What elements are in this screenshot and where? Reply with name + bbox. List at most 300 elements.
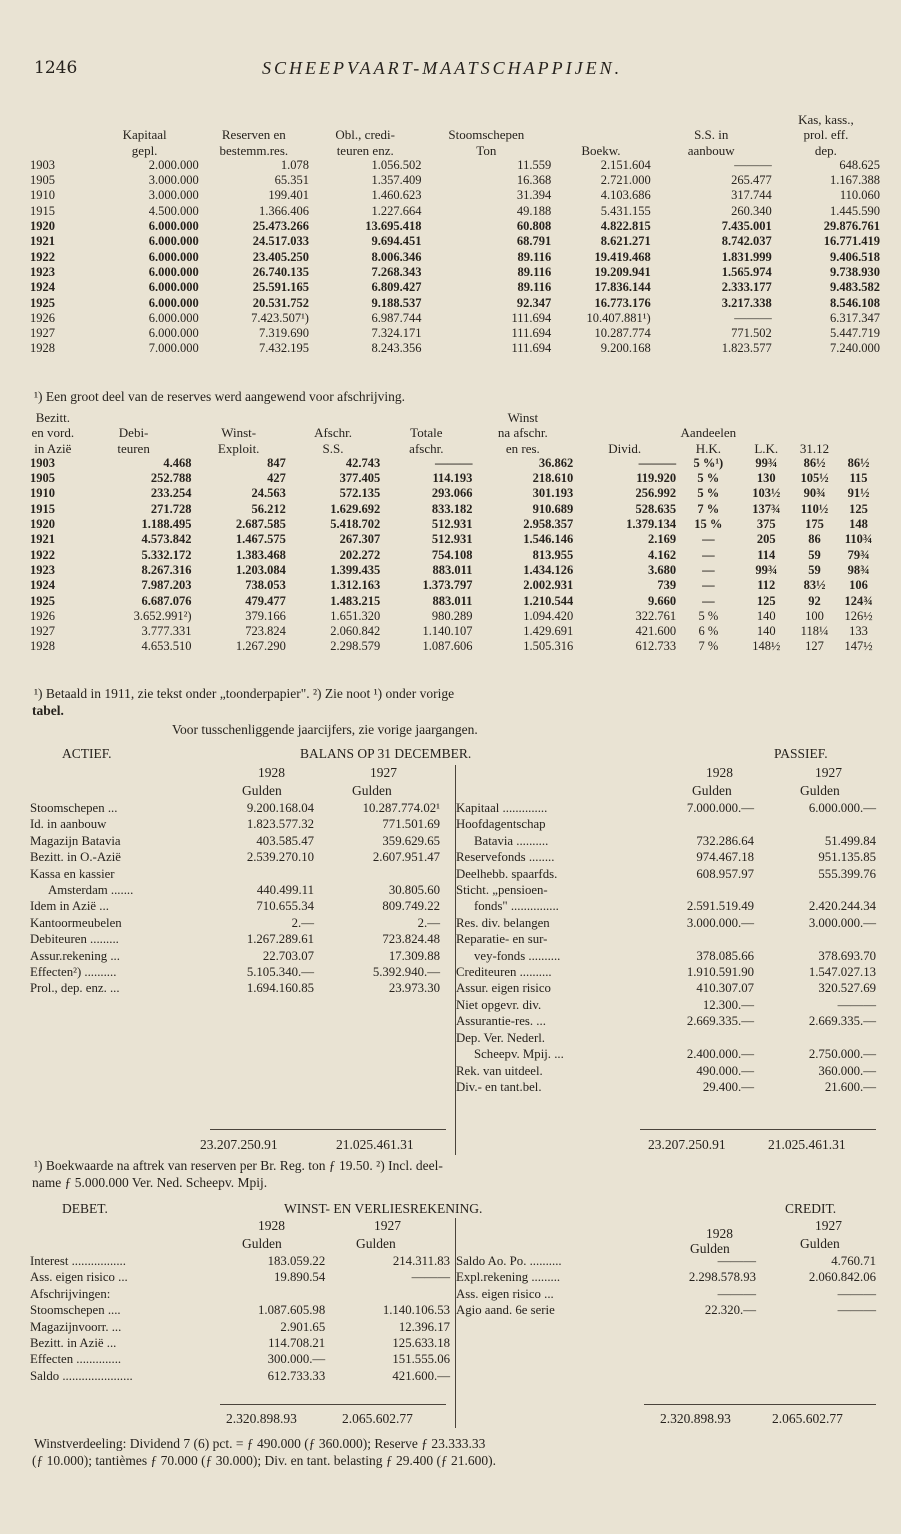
table-1-row-cell: 111.694 bbox=[511, 326, 552, 341]
actief-row bbox=[30, 980, 440, 996]
balans-year-b-right: 1927 bbox=[815, 765, 842, 780]
table-2-row-cell: 271.728 bbox=[150, 501, 192, 516]
passief-row bbox=[456, 1030, 876, 1046]
table-2-header-row-cell: afschr. bbox=[409, 440, 444, 456]
table-2-row-cell: 1915 bbox=[30, 501, 55, 516]
credit-table bbox=[456, 1253, 876, 1319]
passief-row-cell: 555.399.76 bbox=[818, 866, 876, 881]
table-2-header-row-cell: na afschr. bbox=[497, 425, 548, 441]
wv-divider bbox=[455, 1218, 456, 1428]
table-2-row-cell: 1.383.468 bbox=[235, 547, 286, 562]
actief-row-cell: Amsterdam ....... bbox=[48, 883, 134, 898]
debet-row-cell: Interest ................. bbox=[30, 1254, 126, 1268]
table-2-row-cell: 124¾ bbox=[844, 593, 873, 608]
passief-row-cell: Hoofdagentschap bbox=[456, 817, 546, 832]
winstverdeling-2: (ƒ 10.000); tantièmes ƒ 70.000 (ƒ 30.000); Div. en tant. belasting ƒ 29.400 (ƒ 21.600). bbox=[32, 1453, 497, 1468]
table-1-header-row-cell bbox=[30, 143, 91, 158]
passief-row-cell: Div.- en tant.bel. bbox=[456, 1079, 542, 1094]
passief-row-cell: Reparatie- en sur- bbox=[456, 932, 548, 947]
table-2-row-cell: 5 % bbox=[697, 471, 720, 486]
table-2-row-cell: 7 % bbox=[698, 639, 719, 654]
actief-row-cell: Idem in Azië ... bbox=[30, 899, 109, 914]
table-2-row bbox=[30, 548, 880, 563]
balans-unit-a-left: Gulden bbox=[242, 783, 282, 798]
passief-row-cell: 951.135.85 bbox=[818, 850, 876, 865]
table-2-row-cell: 233.254 bbox=[150, 486, 192, 501]
debet-row-cell bbox=[325, 1286, 450, 1302]
table-1-row-cell: 6.000.000 bbox=[148, 234, 199, 249]
table-1-row-cell: 2.151.604 bbox=[600, 157, 651, 172]
passief-row-cell: Assurantie-res. ... bbox=[456, 1014, 546, 1029]
table-1-row-cell: 3.217.338 bbox=[721, 295, 772, 310]
actief-row bbox=[30, 882, 440, 898]
table-2-row-cell: 114 bbox=[757, 547, 776, 562]
passief-row-cell: 608.957.97 bbox=[696, 866, 754, 881]
passief-row-cell: 7.000.000.— bbox=[686, 801, 754, 815]
table-2-row-cell: ——— bbox=[638, 455, 677, 470]
table-2-header-row-cell bbox=[573, 410, 676, 425]
actief-row-cell: Kantoormeubelen bbox=[30, 915, 122, 930]
table-2-row-cell: 375 bbox=[756, 517, 776, 532]
passief-table bbox=[456, 800, 876, 1095]
passief-row-cell: Scheepv. Mpij. ... bbox=[474, 1047, 564, 1062]
table-1-header-row-cell: Reserven en bbox=[221, 127, 286, 143]
table-2-row-cell: 1.373.797 bbox=[422, 578, 473, 593]
credit-row-cell: ——— bbox=[717, 1254, 756, 1268]
table-2-row-cell: 1928 bbox=[30, 639, 55, 654]
table-2-row-cell: 130 bbox=[756, 471, 776, 486]
table-1-row bbox=[30, 188, 880, 203]
table-1-row-cell: 9.483.582 bbox=[830, 280, 880, 295]
table-2-row-cell: 59 bbox=[808, 562, 821, 577]
table-2-row-cell: 1.629.692 bbox=[330, 501, 381, 516]
table-1-row-cell: 9.406.518 bbox=[830, 249, 880, 264]
passief-row-cell: 490.000.— bbox=[696, 1063, 754, 1078]
passief-row bbox=[456, 800, 876, 816]
table-2-header-row-cell bbox=[192, 410, 286, 425]
wv-unit-a-left: Gulden bbox=[242, 1236, 282, 1251]
actief-row bbox=[30, 948, 440, 964]
table-1-row-cell: 4.103.686 bbox=[600, 188, 651, 203]
table-2-header-row-cell: Aandeelen bbox=[680, 425, 737, 441]
table-1-row-cell: 1.565.974 bbox=[721, 264, 772, 279]
table-2-row-cell: 133 bbox=[849, 624, 868, 639]
table-2-row-cell: 5.418.702 bbox=[330, 517, 381, 532]
passief-row-cell: 51.499.84 bbox=[824, 833, 876, 848]
table-2-footnote-2: tabel. bbox=[32, 703, 64, 718]
table-2-header-row-cell bbox=[286, 410, 380, 425]
actief-row bbox=[30, 915, 440, 931]
table-1-row-cell: 3.000.000 bbox=[148, 188, 199, 203]
table-2-header-row-cell bbox=[792, 410, 837, 425]
actief-row-cell: 771.501.69 bbox=[382, 817, 440, 832]
actief-row-cell: Id. in aanbouw bbox=[30, 817, 107, 832]
passief-row bbox=[456, 997, 876, 1013]
table-2-header-row bbox=[30, 410, 880, 425]
table-1-row-cell: 6.000.000 bbox=[148, 280, 199, 295]
table-1-row-cell: 110.060 bbox=[839, 188, 880, 203]
balans-year-a-right: 1928 bbox=[706, 765, 733, 780]
table-2-row-cell: 738.053 bbox=[245, 578, 286, 593]
table-2-row-cell: 7.987.203 bbox=[141, 578, 192, 593]
passief-row bbox=[456, 931, 876, 947]
actief-row bbox=[30, 833, 440, 849]
table-1-row-cell: 1925 bbox=[30, 295, 55, 310]
table-1-row-cell: 111.694 bbox=[511, 310, 552, 325]
wv-left-title: DEBET. bbox=[62, 1201, 108, 1216]
table-1-row-cell: 5.431.155 bbox=[600, 203, 651, 218]
table-1-row-cell: 2.721.000 bbox=[600, 173, 651, 188]
actief-row-cell: 2.607.951.47 bbox=[372, 850, 440, 865]
table-2-header-row-cell: in Azië bbox=[34, 440, 72, 456]
table-2-row-cell: 1922 bbox=[30, 547, 55, 562]
table-2-row-cell: 175 bbox=[805, 517, 824, 532]
passief-row-cell bbox=[630, 1030, 754, 1046]
table-2-row bbox=[30, 517, 880, 532]
table-2-row-cell: 980.289 bbox=[431, 608, 473, 623]
table-2-row-cell: 1924 bbox=[30, 578, 55, 593]
table-2-row-cell: 1.094.420 bbox=[523, 608, 574, 623]
passief-row-cell: 320.527.69 bbox=[818, 981, 876, 996]
table-2-header-row-cell: en vord. bbox=[31, 425, 75, 441]
passief-row-cell: 12.300.— bbox=[702, 997, 754, 1012]
table-1-row-cell: 3.000.000 bbox=[148, 173, 199, 188]
table-2-row-cell: 103½ bbox=[752, 486, 781, 501]
table-1-row-cell: 6.000.000 bbox=[148, 295, 199, 310]
table-2-row-cell: — bbox=[702, 593, 715, 608]
table-2-row-cell: 1.651.320 bbox=[330, 608, 381, 623]
table-2-row-cell: 9.660 bbox=[648, 593, 677, 608]
passief-row-cell: 2.750.000.— bbox=[808, 1047, 876, 1062]
table-1-row bbox=[30, 280, 880, 295]
passief-row-cell: Niet opgevr. div. bbox=[456, 997, 542, 1012]
passief-row-cell: Sticht. „pensioen- bbox=[456, 883, 548, 898]
table-1-row-cell: 2.000.000 bbox=[148, 157, 199, 172]
table-1-row-cell: 19.419.468 bbox=[594, 249, 651, 264]
debet-row-cell: Afschrijvingen: bbox=[30, 1286, 111, 1301]
table-1-row-cell: 6.809.427 bbox=[371, 280, 422, 295]
table-2-row-cell: — bbox=[702, 578, 715, 593]
table-1-row-cell: 89.116 bbox=[517, 280, 552, 295]
table-1-header-row bbox=[30, 127, 880, 142]
table-2-row-cell: 1910 bbox=[30, 486, 55, 501]
actief-row-cell: Bezitt. in O.-Azië bbox=[30, 850, 121, 865]
debet-row-cell: Effecten .............. bbox=[30, 1352, 122, 1367]
table-1-header-row-cell: prol. eff. bbox=[803, 127, 849, 143]
table-2-row-cell: 3.652.991²) bbox=[133, 608, 192, 623]
balans-year-b-left: 1927 bbox=[370, 765, 397, 780]
passief-row-cell: Reservefonds ........ bbox=[456, 850, 555, 865]
debet-row-cell: 114.708.21 bbox=[268, 1336, 326, 1351]
credit-row bbox=[456, 1253, 876, 1269]
table-2-row-cell: 15 % bbox=[694, 517, 723, 532]
page-number: 1246 bbox=[34, 58, 78, 78]
table-2-header-row-cell: Bezitt. bbox=[35, 410, 70, 425]
table-2-row-cell: 110¾ bbox=[844, 532, 873, 547]
table-2-header-row-cell bbox=[741, 425, 792, 440]
wv-total-credit-1928: 2.320.898.93 bbox=[660, 1411, 731, 1426]
passief-row-cell: 974.467.18 bbox=[696, 850, 754, 865]
passief-row bbox=[456, 866, 876, 882]
table-1-row bbox=[30, 234, 880, 249]
actief-row-cell: 17.309.88 bbox=[388, 948, 440, 963]
table-1-row-cell: 9.738.930 bbox=[830, 264, 880, 279]
passief-row-cell bbox=[754, 931, 876, 947]
table-1-row-cell: 8.243.356 bbox=[371, 341, 422, 356]
table-2-row-cell: 125 bbox=[849, 501, 868, 516]
debet-row-cell: 125.633.18 bbox=[392, 1336, 450, 1351]
debet-row-cell: 300.000.— bbox=[267, 1352, 326, 1367]
table-2-header-row bbox=[30, 441, 880, 456]
table-1-footnote: ¹) Een groot deel van de reserves werd aangewend voor afschrijving. bbox=[34, 389, 406, 404]
credit-row-cell: Ass. eigen risico ... bbox=[456, 1286, 554, 1301]
table-1-row-cell: 13.695.418 bbox=[365, 219, 422, 234]
actief-row bbox=[30, 898, 440, 914]
table-1-row-cell: 1.056.502 bbox=[371, 157, 422, 172]
passief-row-cell: 2.400.000.— bbox=[686, 1047, 754, 1062]
table-1-row-cell: 89.116 bbox=[517, 249, 552, 264]
table-2-row-cell: 1927 bbox=[30, 624, 55, 639]
actief-row-cell bbox=[314, 866, 440, 882]
table-1-header-row-cell bbox=[30, 112, 91, 127]
table-2-row-cell: — bbox=[702, 547, 715, 562]
table-1-row-cell: 10.287.774 bbox=[594, 326, 651, 341]
table-1-row-cell: 1924 bbox=[30, 280, 55, 295]
table-2-row-cell: 110½ bbox=[800, 501, 829, 516]
table-1-row-cell: 16.773.176 bbox=[594, 295, 651, 310]
table-1-header-row-cell bbox=[91, 112, 199, 127]
passief-row bbox=[456, 882, 876, 898]
credit-row-cell: ——— bbox=[837, 1286, 876, 1301]
actief-row-cell: Kassa en kassier bbox=[30, 866, 115, 881]
credit-row-cell: ——— bbox=[717, 1286, 756, 1301]
table-1-row bbox=[30, 219, 880, 234]
table-1-header-row-cell: gepl. bbox=[131, 142, 158, 158]
balans-rule-left bbox=[210, 1129, 446, 1130]
table-2-row-cell: 2.002.931 bbox=[523, 578, 574, 593]
passief-row-cell: 410.307.07 bbox=[696, 981, 754, 996]
passief-row-cell: 6.000.000.— bbox=[808, 801, 876, 815]
table-2-row-cell: 252.788 bbox=[150, 471, 192, 486]
passief-row-cell bbox=[754, 816, 876, 832]
passief-row bbox=[456, 948, 876, 964]
wv-title: WINST- EN VERLIESREKENING. bbox=[284, 1201, 483, 1216]
table-1-row-cell: 1920 bbox=[30, 219, 55, 234]
passief-row bbox=[456, 898, 876, 914]
balans-rule-right bbox=[640, 1129, 876, 1130]
passief-row bbox=[456, 833, 876, 849]
table-2-row bbox=[30, 532, 880, 547]
passief-row-cell bbox=[630, 931, 754, 947]
table-1-row bbox=[30, 250, 880, 265]
wv-year-b-right: 1927 bbox=[815, 1218, 842, 1233]
table-2-row-cell: 833.182 bbox=[431, 501, 473, 516]
passief-row-cell: 360.000.— bbox=[818, 1063, 876, 1078]
table-2-header-row bbox=[30, 425, 880, 440]
table-1-header-row bbox=[30, 112, 880, 127]
passief-row bbox=[456, 816, 876, 832]
actief-row-cell: 5.392.940.— bbox=[372, 965, 440, 980]
table-2-row-cell: 24.563 bbox=[251, 486, 286, 501]
table-1-header-row-cell: Stoomschepen bbox=[448, 127, 525, 143]
actief-row bbox=[30, 816, 440, 832]
passief-row-cell: Res. div. belangen bbox=[456, 915, 550, 930]
table-1-row-cell: 49.188 bbox=[516, 203, 552, 218]
table-2-row-cell: 106 bbox=[849, 578, 868, 593]
table-2-row-cell: 127 bbox=[805, 639, 824, 654]
wv-rule-left bbox=[220, 1404, 446, 1405]
actief-row-cell: 710.655.34 bbox=[256, 899, 314, 914]
table-1-row-cell: 9.694.451 bbox=[371, 234, 422, 249]
table-2-row-cell: 883.011 bbox=[432, 593, 473, 608]
passief-row bbox=[456, 849, 876, 865]
passief-row-cell: fonds" ............... bbox=[474, 899, 559, 914]
table-1-row-cell: ——— bbox=[734, 157, 772, 172]
passief-row-cell bbox=[754, 1030, 876, 1046]
passief-row bbox=[456, 1046, 876, 1062]
passief-row-cell bbox=[754, 882, 876, 898]
table-2-row-cell: — bbox=[702, 532, 715, 547]
table-2-row-cell: 3.777.331 bbox=[141, 624, 192, 639]
table-2-row-cell: 322.761 bbox=[635, 608, 677, 623]
table-1-row-cell: 9.188.537 bbox=[371, 295, 422, 310]
table-1-row-cell: 1.167.388 bbox=[830, 173, 880, 188]
credit-row-cell: 4.760.71 bbox=[831, 1254, 876, 1268]
table-1-header-row-cell bbox=[309, 112, 421, 127]
actief-row-cell: 1.823.577.32 bbox=[246, 817, 314, 832]
debet-row bbox=[30, 1302, 450, 1318]
debet-row-cell: Saldo ...................... bbox=[30, 1368, 133, 1383]
passief-row-cell: 2.591.519.49 bbox=[686, 899, 754, 914]
balans-total-passief-1927: 21.025.461.31 bbox=[768, 1137, 846, 1152]
table-2-row-cell: 2.060.842 bbox=[330, 624, 381, 639]
actief-row bbox=[30, 866, 440, 882]
table-2 bbox=[30, 410, 880, 655]
table-2-row-cell: 83½ bbox=[803, 578, 826, 593]
table-1-row-cell: 1928 bbox=[30, 341, 55, 356]
table-1-row-cell: 24.517.033 bbox=[252, 234, 309, 249]
credit-row-cell: Saldo Ao. Po. .......... bbox=[456, 1254, 562, 1268]
table-2-row-cell: 1.429.691 bbox=[523, 624, 574, 639]
table-2-row-cell: 137¾ bbox=[752, 501, 781, 516]
table-2-row-cell: 377.405 bbox=[339, 471, 381, 486]
table-2-row-cell: 421.600 bbox=[635, 624, 677, 639]
actief-row-cell: 1.267.289.61 bbox=[246, 932, 314, 947]
wv-year-b-left: 1927 bbox=[374, 1218, 401, 1233]
table-1-row-cell: 648.625 bbox=[839, 157, 880, 172]
table-1-row-cell: 6.317.347 bbox=[830, 310, 880, 325]
table-2-row bbox=[30, 502, 880, 517]
actief-row bbox=[30, 849, 440, 865]
table-1 bbox=[30, 112, 880, 357]
actief-row-cell: 2.539.270.10 bbox=[246, 850, 314, 865]
table-1-row bbox=[30, 341, 880, 356]
debet-row-cell: Bezitt. in Azië ... bbox=[30, 1336, 117, 1351]
table-2-row-cell: 91½ bbox=[847, 486, 870, 501]
debet-row-cell: 1.140.106.53 bbox=[382, 1303, 450, 1318]
actief-row-cell: 9.200.168.04 bbox=[246, 801, 314, 815]
running-title: SCHEEPVAART-MAATSCHAPPIJEN. bbox=[262, 58, 623, 78]
table-2-row bbox=[30, 486, 880, 501]
table-2-row-cell: 1.312.163 bbox=[330, 578, 381, 593]
table-2-row-cell: 126½ bbox=[844, 608, 873, 623]
table-1-row-cell: 7.435.001 bbox=[721, 219, 772, 234]
table-1-row-cell: 7.432.195 bbox=[258, 341, 309, 356]
table-2-header-row-cell: teuren bbox=[117, 440, 150, 456]
table-1-row-cell: 8.621.271 bbox=[600, 234, 651, 249]
table-2-row bbox=[30, 624, 880, 639]
table-1-row-cell: 19.209.941 bbox=[594, 264, 651, 279]
debet-row bbox=[30, 1351, 450, 1367]
table-2-row-cell: 1925 bbox=[30, 593, 55, 608]
actief-row-cell: 359.629.65 bbox=[382, 833, 440, 848]
table-2-row-cell: 56.212 bbox=[251, 501, 286, 516]
table-2-row-cell: 1903 bbox=[30, 455, 55, 470]
balans-unit-b-right: Gulden bbox=[800, 783, 840, 798]
table-2-row-cell: 1.140.107 bbox=[422, 624, 473, 639]
table-1-row-cell: 1.227.664 bbox=[371, 203, 422, 218]
table-1-row-cell: 1903 bbox=[30, 157, 55, 172]
actief-row-cell: Stoomschepen ... bbox=[30, 801, 118, 815]
wv-year-a-right: 1928 bbox=[706, 1226, 733, 1241]
table-2-row-cell: 293.066 bbox=[431, 486, 473, 501]
table-2-row-cell: 140 bbox=[756, 624, 776, 639]
table-1-row-cell: 1.831.999 bbox=[721, 249, 772, 264]
table-2-row-cell: 8.267.316 bbox=[141, 562, 192, 577]
actief-row bbox=[30, 931, 440, 947]
actief-row-cell: 723.824.48 bbox=[382, 932, 440, 947]
table-2-row-cell: 7 % bbox=[697, 501, 720, 516]
table-2-row bbox=[30, 609, 880, 624]
table-2-header-row-cell bbox=[792, 425, 837, 440]
table-1-row-cell: 29.876.761 bbox=[823, 219, 880, 234]
passief-row-cell: Kapitaal .............. bbox=[456, 801, 548, 815]
table-2-row-cell: 2.298.579 bbox=[330, 639, 381, 654]
table-2-row-cell: 90¾ bbox=[803, 486, 826, 501]
table-2-header-row-cell: 31.12 bbox=[799, 440, 830, 456]
actief-row-cell bbox=[202, 866, 314, 882]
table-2-row-cell: 1.434.126 bbox=[523, 562, 574, 577]
table-2-row-cell: 118¼ bbox=[800, 624, 829, 639]
table-1-row-cell: 1.366.406 bbox=[258, 203, 309, 218]
table-1-row-cell: 1926 bbox=[30, 310, 55, 325]
wv-totals bbox=[30, 1411, 876, 1427]
table-1-row-cell: 1.078 bbox=[280, 157, 309, 172]
table-2-row-cell: 5 % bbox=[697, 486, 720, 501]
debet-row-cell: 214.311.83 bbox=[392, 1254, 450, 1268]
table-1-row-cell: 1.445.590 bbox=[830, 203, 880, 218]
table-1-row bbox=[30, 296, 880, 311]
table-1-row-cell: 1.460.623 bbox=[371, 188, 422, 203]
table-2-header-row-cell: L.K. bbox=[754, 440, 779, 456]
table-2-row-cell: 86½ bbox=[803, 455, 826, 470]
actief-row bbox=[30, 964, 440, 980]
actief-row bbox=[30, 800, 440, 816]
credit-row-cell: Agio aand. 6e serie bbox=[456, 1303, 555, 1318]
passief-row bbox=[456, 915, 876, 931]
credit-row bbox=[456, 1269, 876, 1285]
passief-row-cell bbox=[630, 882, 754, 898]
table-2-row-cell: 1923 bbox=[30, 562, 55, 577]
table-2-row-cell: 1921 bbox=[30, 532, 55, 547]
debet-row-cell: Magazijnvoorr. ... bbox=[30, 1319, 122, 1334]
table-1-row-cell: 16.368 bbox=[516, 173, 552, 188]
table-2-row-cell: 5 % bbox=[698, 608, 719, 623]
table-1-row-cell: 317.744 bbox=[731, 188, 772, 203]
credit-row-cell: 22.320.— bbox=[704, 1303, 756, 1318]
table-1-row-cell: 9.200.168 bbox=[600, 341, 651, 356]
table-1-row-cell: 6.000.000 bbox=[148, 249, 199, 264]
